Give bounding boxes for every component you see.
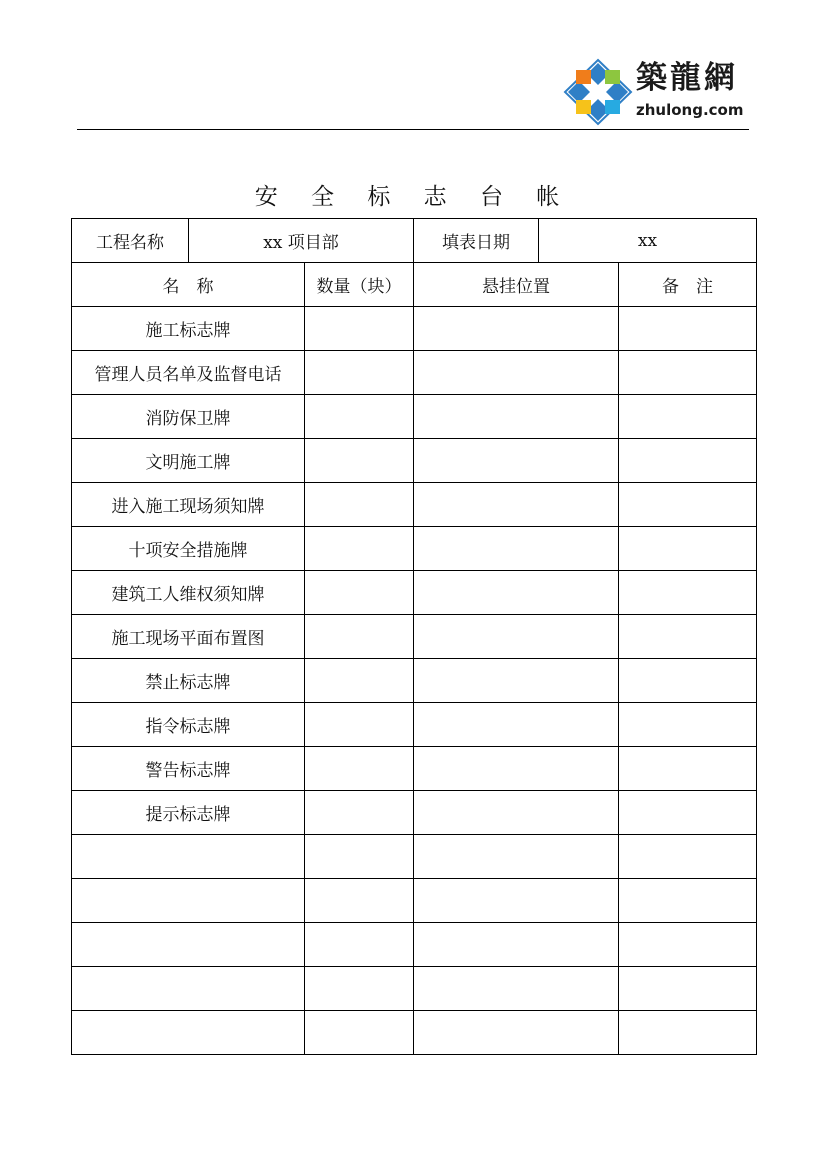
location-cell — [414, 1011, 619, 1055]
remarks-cell — [619, 571, 757, 615]
fill-date-label: 填表日期 — [414, 219, 539, 263]
sign-name-cell: 禁止标志牌 — [72, 659, 305, 703]
location-cell — [414, 967, 619, 1011]
remarks-cell — [619, 791, 757, 835]
sign-name-cell: 十项安全措施牌 — [72, 527, 305, 571]
table-row — [72, 395, 757, 439]
project-name-value: xx 项目部 — [189, 219, 414, 263]
logo-english-text: zhulong.com — [636, 101, 744, 119]
table-row — [72, 351, 757, 395]
logo-chinese-text: 築龍網 — [636, 60, 738, 96]
quantity-cell — [305, 307, 414, 351]
table-row — [72, 923, 757, 967]
quantity-cell — [305, 747, 414, 791]
location-cell — [414, 615, 619, 659]
table-row — [72, 307, 757, 351]
quantity-cell — [305, 395, 414, 439]
quantity-cell — [305, 1011, 414, 1055]
sign-name-cell: 施工标志牌 — [72, 307, 305, 351]
project-name-label: 工程名称 — [72, 219, 189, 263]
remarks-cell — [619, 923, 757, 967]
location-cell — [414, 527, 619, 571]
table-row — [72, 747, 757, 791]
page-title: 安 全 标 志 台 帐 — [254, 184, 573, 210]
header-row — [72, 263, 757, 307]
remarks-cell — [619, 483, 757, 527]
sign-name-cell: 进入施工现场须知牌 — [72, 483, 305, 527]
table-row — [72, 1011, 757, 1055]
quantity-cell — [305, 483, 414, 527]
header-quantity: 数量（块） — [305, 263, 414, 307]
quantity-cell — [305, 835, 414, 879]
sign-name-cell — [72, 835, 305, 879]
table-row — [72, 835, 757, 879]
remarks-cell — [619, 747, 757, 791]
header-name: 名 称 — [72, 263, 305, 307]
header-remarks: 备 注 — [619, 263, 757, 307]
quantity-cell — [305, 967, 414, 1011]
remarks-cell — [619, 879, 757, 923]
header-location: 悬挂位置 — [414, 263, 619, 307]
remarks-cell — [619, 351, 757, 395]
sign-name-cell: 建筑工人维权须知牌 — [72, 571, 305, 615]
remarks-cell — [619, 659, 757, 703]
location-cell — [414, 703, 619, 747]
safety-sign-ledger-table — [71, 218, 757, 1055]
table-row — [72, 527, 757, 571]
quantity-cell — [305, 879, 414, 923]
sign-name-cell: 管理人员名单及监督电话 — [72, 351, 305, 395]
fill-date-value: xx — [539, 219, 757, 263]
location-cell — [414, 879, 619, 923]
quantity-cell — [305, 615, 414, 659]
quantity-cell — [305, 439, 414, 483]
remarks-cell — [619, 967, 757, 1011]
quantity-cell — [305, 923, 414, 967]
table-row — [72, 439, 757, 483]
quantity-cell — [305, 791, 414, 835]
sign-name-cell: 消防保卫牌 — [72, 395, 305, 439]
quantity-cell — [305, 351, 414, 395]
sign-name-cell: 提示标志牌 — [72, 791, 305, 835]
remarks-cell — [619, 835, 757, 879]
table-row — [72, 879, 757, 923]
table-row — [72, 615, 757, 659]
remarks-cell — [619, 1011, 757, 1055]
location-cell — [414, 351, 619, 395]
table-row — [72, 483, 757, 527]
remarks-cell — [619, 395, 757, 439]
table-row — [72, 659, 757, 703]
remarks-cell — [619, 615, 757, 659]
remarks-cell — [619, 439, 757, 483]
location-cell — [414, 747, 619, 791]
sign-name-cell — [72, 967, 305, 1011]
remarks-cell — [619, 703, 757, 747]
zhulong-diamond-icon — [562, 57, 634, 127]
quantity-cell — [305, 527, 414, 571]
location-cell — [414, 307, 619, 351]
location-cell — [414, 659, 619, 703]
sign-name-cell: 警告标志牌 — [72, 747, 305, 791]
location-cell — [414, 923, 619, 967]
table-row — [72, 703, 757, 747]
location-cell — [414, 835, 619, 879]
quantity-cell — [305, 571, 414, 615]
ledger-rows — [72, 307, 757, 1055]
sign-name-cell: 文明施工牌 — [72, 439, 305, 483]
sign-name-cell — [72, 1011, 305, 1055]
sign-name-cell: 施工现场平面布置图 — [72, 615, 305, 659]
table-row — [72, 571, 757, 615]
quantity-cell — [305, 703, 414, 747]
table-row — [72, 791, 757, 835]
remarks-cell — [619, 307, 757, 351]
location-cell — [414, 395, 619, 439]
sign-name-cell — [72, 879, 305, 923]
info-row — [72, 219, 757, 263]
table-row — [72, 967, 757, 1011]
location-cell — [414, 791, 619, 835]
remarks-cell — [619, 527, 757, 571]
zhulong-logo — [562, 57, 752, 127]
location-cell — [414, 439, 619, 483]
location-cell — [414, 483, 619, 527]
sign-name-cell: 指令标志牌 — [72, 703, 305, 747]
location-cell — [414, 571, 619, 615]
quantity-cell — [305, 659, 414, 703]
header-divider — [77, 129, 749, 130]
sign-name-cell — [72, 923, 305, 967]
